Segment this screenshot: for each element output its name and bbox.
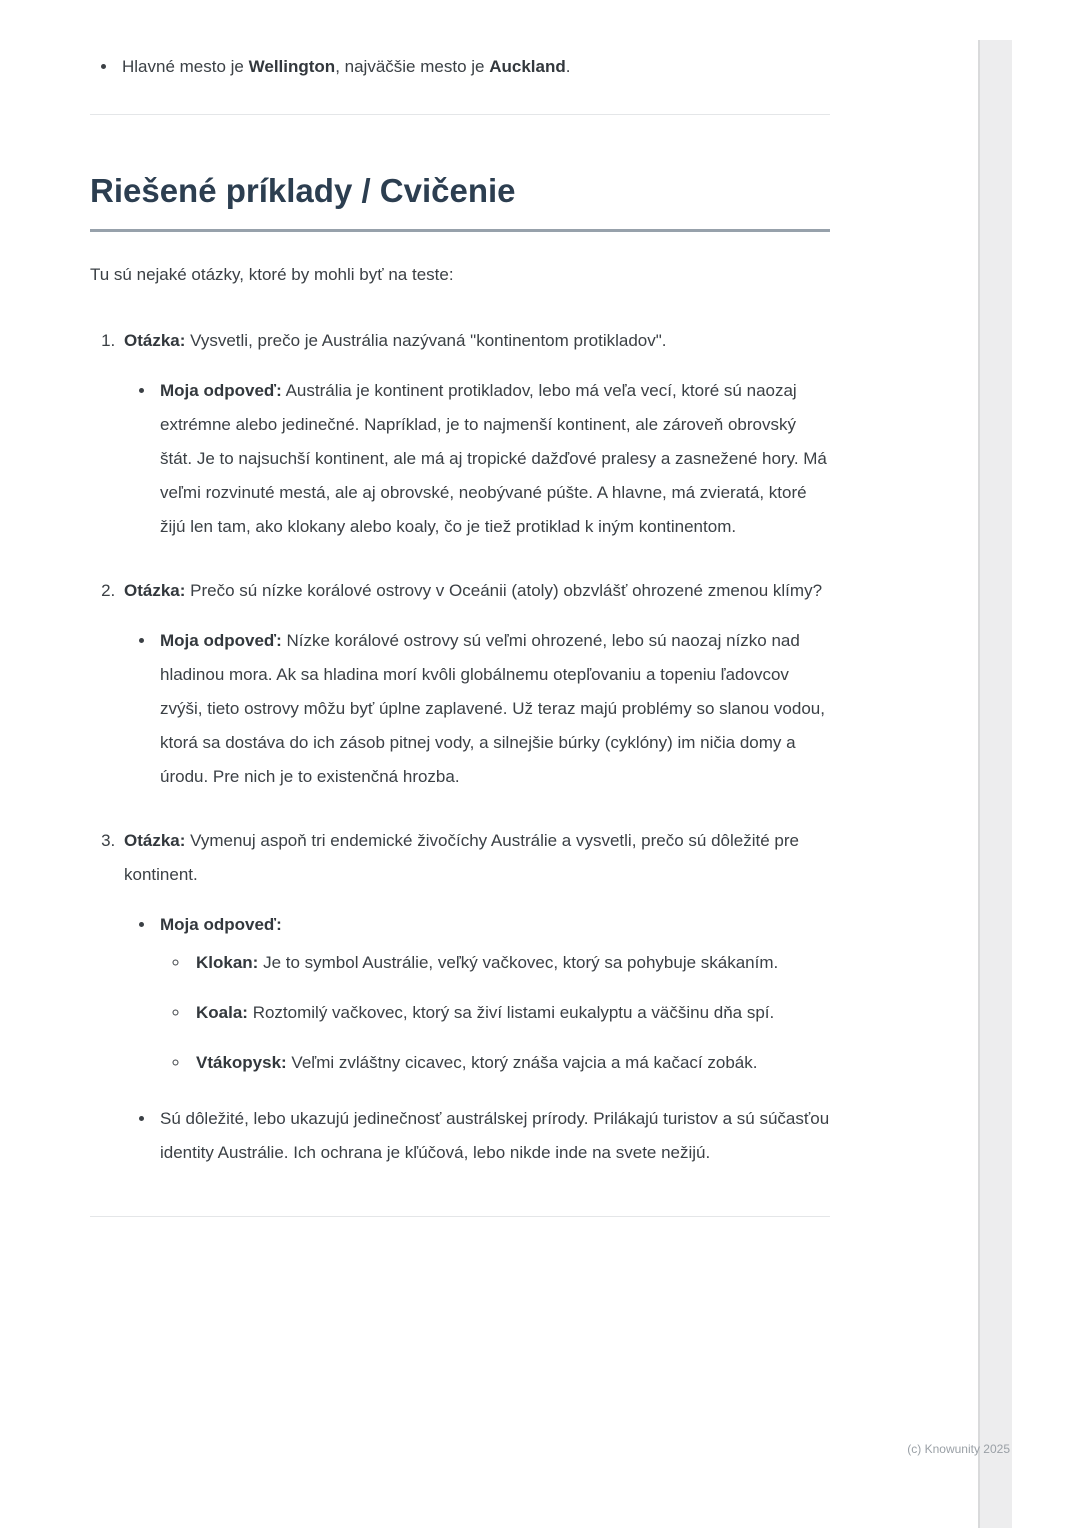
animal-sub-list [160, 946, 830, 1080]
answer-1-body: Austrália je kontinent protikladov, lebo má veľa vecí, ktoré sú naozaj extrémne alebo jedinečné. Napríklad, je to najmenší kontinent, ale zároveň obrovský štát. Je to najsuchší kontinent, ale má aj tropické dažďové pralesy a zasnežené hory. Má veľmi rozvinuté mestá, ale aj obrovské, neobývané púšte. A hlavne, má zvieratá, ktoré žijú len tam, ako klokany alebo koaly, čo je tiež protiklad k iným kontinentom. [160, 381, 827, 536]
question-item-3 [120, 824, 830, 1170]
answer-3-extra-text: • Sú dôležité, lebo ukazujú jedinečnosť austrálskej prírody. Prilákajú turistov a sú súčasťou identity Austrálie. Ich ochrana je kľúčová, lebo nikde inde na svete nežijú. [160, 1109, 830, 1162]
answer-item-2 [156, 624, 830, 794]
lead-text: Tu sú nejaké otázky, ktoré by mohli byť na teste: [90, 265, 454, 284]
answer-item-3 [156, 908, 830, 1080]
divider-top [90, 114, 830, 115]
question-2-text [124, 574, 830, 608]
question-item-1 [120, 324, 830, 544]
sub-vtakopysk-label: Vtákopysk: [196, 1053, 287, 1072]
answer-item-3-extra [156, 1102, 830, 1170]
sub-vtakopysk-body: Veľmi zvláštny cicavec, ktorý znáša vajcia a má kačací zobák. [286, 1053, 758, 1072]
intro-bold-auckland: Auckland [489, 57, 566, 76]
sub-item-vtakopysk [190, 1046, 830, 1080]
intro-bold-wellington: Wellington [248, 57, 336, 76]
sub-item-koala [190, 996, 830, 1030]
intro-text-part2: , najväčšie mesto je [335, 57, 490, 76]
answer-1-label: Moja odpoveď: [160, 381, 282, 400]
footer-credit: (c) Knowunity 2025 [907, 1442, 1010, 1456]
question-3-label: Otázka: [124, 831, 186, 850]
questions-list [90, 324, 830, 1170]
sub-klokan-body: Je to symbol Austrálie, veľký vačkovec, ktorý sa pohybuje skákaním. [258, 953, 779, 972]
sub-klokan-label: Klokan: [196, 953, 259, 972]
answer-list-3 [124, 908, 830, 1170]
question-2-label: Otázka: [124, 581, 186, 600]
question-1-body: Vysvetli, prečo je Austrália nazývaná "kontinentom protikladov". [185, 331, 667, 350]
answer-list-2 [124, 624, 830, 794]
intro-text-part1: Hlavné mesto je [122, 57, 249, 76]
intro-bullet-list [90, 50, 830, 84]
divider-bottom [90, 1216, 830, 1217]
question-3-body: Vymenuj aspoň tri endemické živočíchy Austrálie a vysvetli, prečo sú dôležité pre kontinent. [124, 831, 799, 884]
intro-bullet [118, 50, 830, 84]
scrollbar-track[interactable] [978, 40, 1012, 1528]
answer-1-text [160, 374, 830, 544]
question-3-text [124, 824, 830, 892]
section-title: Riešené príklady / Cvičenie [90, 171, 830, 232]
answer-3-label: Moja odpoveď: [160, 915, 282, 934]
sub-koala-text [196, 996, 830, 1030]
question-1-label: Otázka: [124, 331, 186, 350]
answer-2-text [160, 624, 830, 794]
answer-list-1 [124, 374, 830, 544]
answer-item-1 [156, 374, 830, 544]
document-content [90, 0, 830, 1217]
answer-2-label: Moja odpoveď: [160, 631, 282, 650]
question-item-2 [120, 574, 830, 794]
sub-klokan-text [196, 946, 830, 980]
question-2-body: Prečo sú nízke korálové ostrovy v Oceánii (atoly) obzvlášť ohrozené zmenou klímy? [185, 581, 823, 600]
sub-koala-body: Roztomilý vačkovec, ktorý sa živí listami eukalyptu a väčšinu dňa spí. [247, 1003, 775, 1022]
answer-2-body: Nízke korálové ostrovy sú veľmi ohrozené, lebo sú naozaj nízko nad hladinou mora. Ak sa hladina morí kvôli globálnemu otepľovaniu a topeniu ľadovcov zvýši, tieto ostrovy môžu byť úplne zaplavené. Už teraz majú problémy so slanou vodou, ktorá sa dostáva do ich zásob pitnej vody, a silnejšie búrky (cyklóny) im ničia domy a úrodu. Pre nich je to existenčná hrozba. [160, 631, 825, 786]
sub-koala-label: Koala: [196, 1003, 248, 1022]
intro-text-part3: . [565, 57, 571, 76]
question-1-text [124, 324, 830, 358]
sub-vtakopysk-text [196, 1046, 830, 1080]
sub-item-klokan [190, 946, 830, 980]
answer-3-text [160, 908, 830, 942]
